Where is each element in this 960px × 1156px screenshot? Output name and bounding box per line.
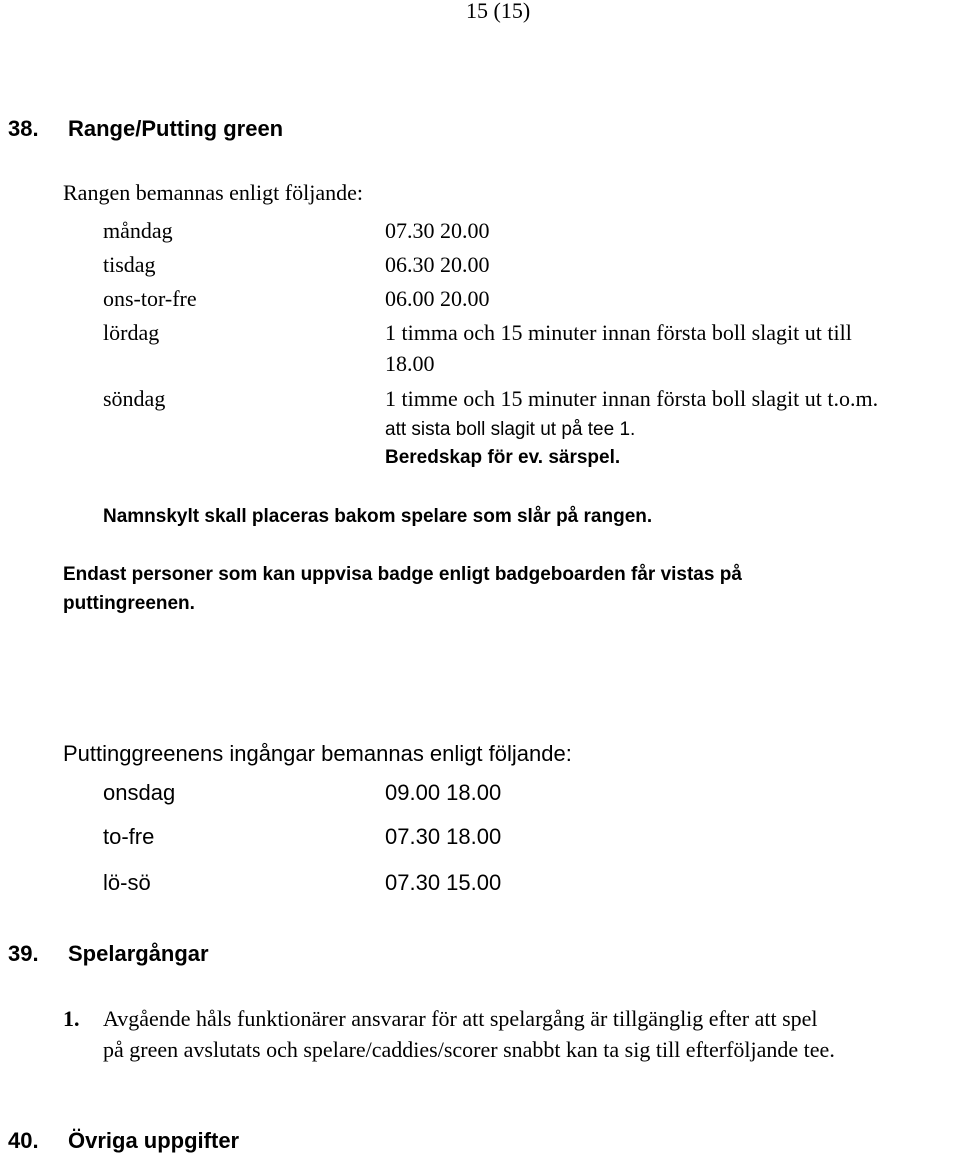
section-40-title: Övriga uppgifter [68,1128,240,1153]
section-39-item-line-2: på green avslutats och spelare/caddies/scorer snabbt kan ta sig till efterföljande tee. [103,1037,835,1062]
schedule-day-tuesday: tisdag [103,252,156,277]
section-38-number: 38. [8,116,39,141]
section-39-title: Spelargångar [68,941,209,966]
putting-hours-thu-fri: 07.30 18.00 [385,824,502,849]
schedule-hours-tuesday: 06.30 20.00 [385,252,490,277]
schedule-sunday-line-3: Beredskap för ev. särspel. [385,447,621,468]
section-38-title: Range/Putting green [68,116,284,141]
page-number: 15 (15) [466,0,531,23]
schedule-day-saturday: lördag [103,320,160,345]
putting-day-wednesday: onsdag [103,780,176,805]
section-39-item-line-1: Avgående håls funktionärer ansvarar för att spelargång är tillgänglig efter att spel [103,1006,818,1031]
badge-note-line-2: puttingreenen. [63,593,195,614]
name-tag-note: Namnskylt skall placeras bakom spelare som slår på rangen. [103,506,653,527]
schedule-day-monday: måndag [103,218,173,243]
schedule-hours-wed-fri: 06.00 20.00 [385,286,490,311]
putting-hours-weekend: 07.30 15.00 [385,870,502,895]
putting-hours-wednesday: 09.00 18.00 [385,780,502,805]
schedule-sunday-line-1: 1 timme och 15 minuter innan första boll slagit ut t.o.m. [385,386,879,411]
section-39-item-number: 1. [63,1006,80,1031]
range-intro: Rangen bemannas enligt följande: [63,180,363,205]
section-40-number: 40. [8,1128,39,1153]
badge-note-line-1: Endast personer som kan uppvisa badge enligt badgeboarden får vistas på [63,564,742,585]
section-39-number: 39. [8,941,39,966]
schedule-hours-monday: 07.30 20.00 [385,218,490,243]
schedule-saturday-line-2: 18.00 [385,351,435,376]
schedule-sunday-line-2: att sista boll slagit ut på tee 1. [385,419,636,440]
schedule-day-sunday: söndag [103,386,166,411]
schedule-saturday-line-1: 1 timma och 15 minuter innan första boll slagit ut till [385,320,852,345]
putting-intro: Puttinggreenens ingångar bemannas enligt följande: [63,741,572,766]
putting-day-weekend: lö-sö [103,870,151,895]
putting-day-thu-fri: to-fre [103,824,155,849]
schedule-day-wed-fri: ons-tor-fre [103,286,197,311]
